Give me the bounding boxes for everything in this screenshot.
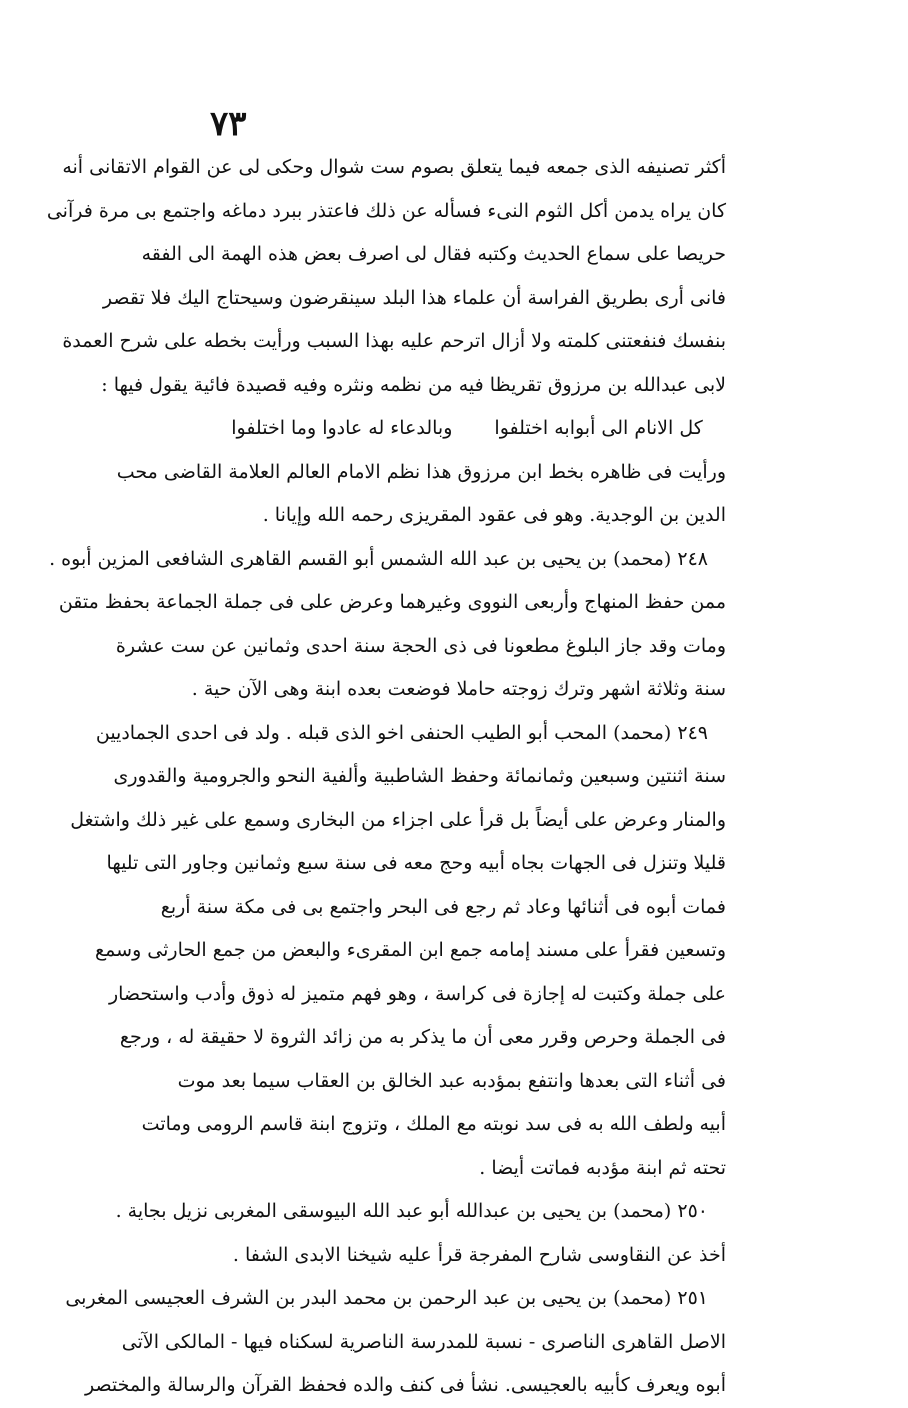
text-line: ومات وقد جاز البلوغ مطعونا فى ذى الحجة سنة احدى وثمانين عن ست عشرة xyxy=(115,634,726,657)
text-line: على جملة وكتبت له إجازة فى كراسة ، وهو فهم متميز له ذوق وأدب واستحضار xyxy=(108,982,726,1005)
text-line: وتسعين فقرأ على مسند إمامه جمع ابن المقرىء والبعض من جمع الحارثى وسمع xyxy=(95,939,726,961)
text-line: الدين بن الوجدية. وهو فى عقود المقريزى رحمه الله وإيانا . xyxy=(262,504,726,526)
text-line: أبيه ولطف الله به فى سد نوبته مع الملك ، وتزوج ابنة قاسم الرومى وماتت xyxy=(141,1113,726,1135)
text-line: أبوه ويعرف كأبيه بالعجيسى. نشأ فى كنف والده فحفظ القرآن والرسالة والمختصر xyxy=(84,1374,726,1396)
text-line: فى أثناء التى بعدها وانتفع بمؤدبه عبد الخالق بن العقاب سيما بعد موت xyxy=(177,1069,726,1092)
text-line: ورأيت فى ظاهره بخط ابن مرزوق هذا نظم الامام العالم العلامة القاضى محب xyxy=(116,460,726,483)
entry-heading-line: ٢٥٠ (محمد) بن يحيى بن عبدالله أبو عبد الله البيوسقى المغربى نزيل بجاية . xyxy=(115,1200,708,1222)
text-line: أخذ عن النقاوسى شارح المفرجة قرأ عليه شيخنا الابدى الشفا . xyxy=(232,1243,726,1266)
text-line: فى الجملة وحرص وقرر معى أن ما يذكر به من زائد الثروة لا حقيقة له ، ورجع xyxy=(119,1026,726,1048)
text-line: فمات أبوه فى أثنائها وعاد ثم رجع فى البحر واجتمع بى فى مكة سنة أربع xyxy=(160,895,726,918)
text-line: تحته ثم ابنة مؤدبه فماتت أيضا . xyxy=(479,1156,726,1179)
text-line: قليلا وتنزل فى الجهات بجاه أبيه وحج معه فى سنة سبع وثمانين وجاور التى تليها xyxy=(106,852,726,874)
text-line: حريصا على سماع الحديث وكتبه فقال لى اصرف بعض هذه الهمة الى الفقه xyxy=(141,243,726,265)
text-line: بنفسك فنفعتنى كلمته ولا أزال اترحم عليه بهذا السبب ورأيت بخطه على شرح العمدة xyxy=(62,330,726,352)
text-line: أكثر تصنيفه الذى جمعه فيما يتعلق بصوم ست شوال وحكى لى عن القوام الاتقانى أنه xyxy=(62,156,726,178)
entry-248 xyxy=(49,538,726,712)
text-line: لابى عبدالله بن مرزوق تقريظا فيه من نظمه ونثره وفيه قصيدة فائية يقول فيها : xyxy=(101,373,726,396)
entry-250 xyxy=(115,1190,726,1277)
text-line: سنة اثنتين وسبعين وثمانمائة وحفظ الشاطبية وألفية النحو والجرومية والقدورى xyxy=(113,765,726,787)
entry-heading-line: ٢٤٩ (محمد) المحب أبو الطيب الحنفى اخو الذى قبله . ولد فى احدى الجماديين xyxy=(95,721,708,744)
entry-heading-line: ٢٥١ (محمد) بن يحيى بن عبد الرحمن بن محمد البدر بن الشرف العجيسى المغربى xyxy=(65,1287,708,1309)
text-line: سنة وثلاثة اشهر وترك زوجته حاملا فوضعت بعده ابنة وهى الآن حية . xyxy=(191,678,726,700)
text-body xyxy=(46,146,726,1408)
paragraph-intro xyxy=(46,146,726,407)
entry-heading-line: ٢٤٨ (محمد) بن يحيى بن عبد الله الشمس أبو القسم القاهرى الشافعى المزين أبوه . xyxy=(49,547,708,570)
text-line: كان يراه يدمن أكل الثوم النىء فسأله عن ذلك فاعتذر ببرد دماغه واجتمع بى مرة فرآنى xyxy=(46,199,726,222)
entry-249 xyxy=(70,712,726,1191)
verse-line xyxy=(178,407,726,451)
verse-hemistich-second: وبالدعاء له عادوا وما اختلفوا xyxy=(231,417,453,439)
text-line: ممن حفظ المنهاج وأربعى النووى وغيرهما وعرض على فى جملة الجماعة بحفظ متقن xyxy=(58,591,726,613)
entry-251 xyxy=(65,1277,726,1408)
verse-hemistich-first: كل الانام الى أبوابه اختلفوا xyxy=(494,417,703,439)
text-line: فانى أرى بطريق الفراسة أن علماء هذا البلد سينقرضون وسيحتاج اليك فلا تقصر xyxy=(102,286,726,309)
paragraph-after-verse xyxy=(116,451,726,538)
text-line: الاصل القاهرى الناصرى - نسبة للمدرسة الناصرية لسكناه فيها - المالكى الآتى xyxy=(121,1330,726,1353)
page-number: ٧٣ xyxy=(210,104,247,144)
text-line: والمنار وعرض على أيضاً بل قرأ على اجزاء من البخارى وسمع على غير ذلك واشتغل xyxy=(70,808,726,831)
